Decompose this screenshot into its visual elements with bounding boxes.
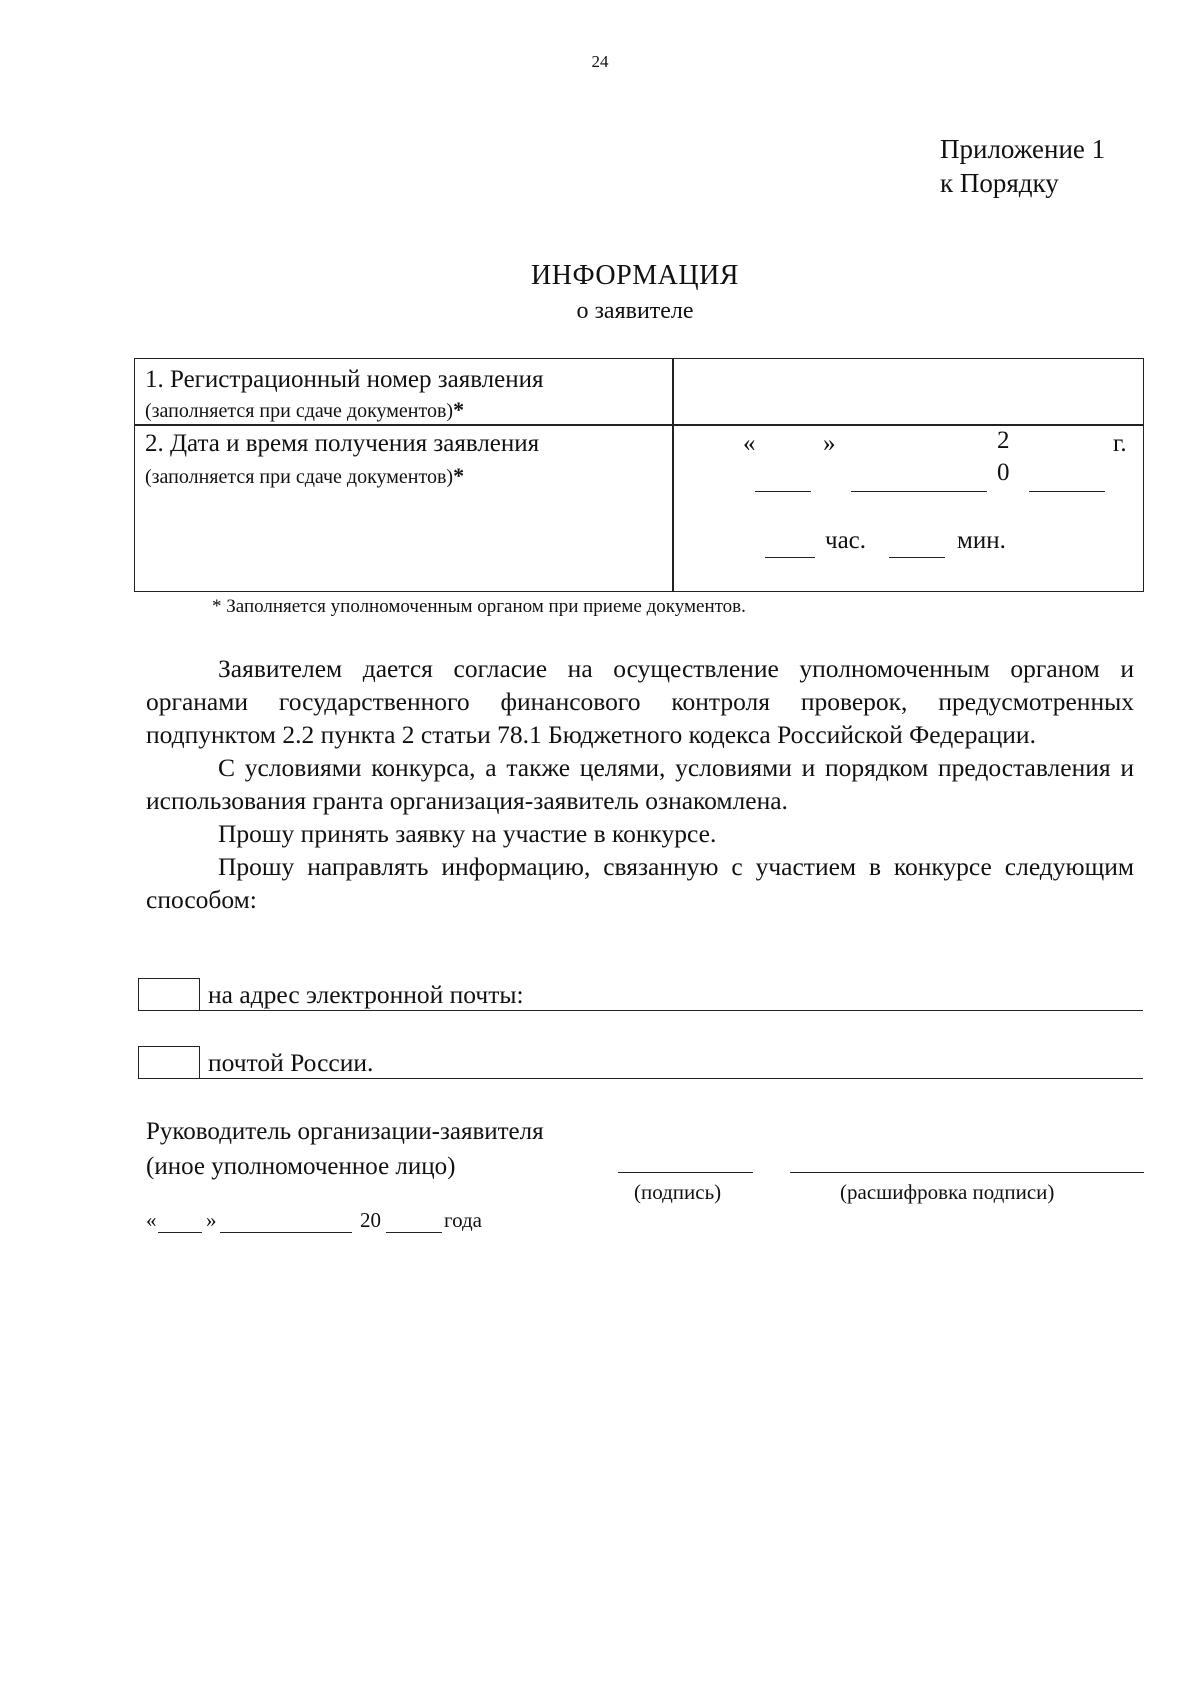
row2-value-cell	[672, 424, 1144, 592]
paragraph-delivery: Прошу направлять информацию, связанную с участием в конкурсе следующим способом:	[146, 852, 1134, 914]
year-suffix: г.	[1113, 430, 1127, 457]
row2-label: 2. Дата и время получения заявления	[145, 430, 540, 457]
post-checkbox[interactable]	[138, 1046, 200, 1079]
sign-year-field[interactable]	[386, 1232, 442, 1233]
post-option-label: почтой России.	[208, 1048, 374, 1077]
sign-year-prefix: 20	[360, 1208, 381, 1232]
row1-star: *	[453, 397, 465, 422]
sign-month-field[interactable]	[220, 1232, 352, 1233]
signatory-subtitle: (иное уполномоченное лицо)	[146, 1153, 456, 1180]
document-subtitle: о заявителе	[576, 298, 694, 324]
sign-year-word: года	[444, 1208, 482, 1232]
signature-decode-field[interactable]	[790, 1172, 1144, 1173]
month-field[interactable]	[851, 491, 987, 492]
email-option-label: на адрес электронной почты:	[208, 980, 524, 1009]
day-field[interactable]	[755, 491, 811, 492]
signatory-title: Руководитель организации-заявителя	[146, 1118, 544, 1145]
email-checkbox[interactable]	[138, 978, 200, 1011]
sign-date-close-quote: »	[206, 1208, 217, 1232]
row2-star: *	[453, 463, 465, 488]
paragraph-conditions: С условиями конкурса, а также целями, условиями и порядком предоставления и использования гранта организация-заявитель ознакомлена.	[146, 753, 1134, 815]
paragraph-request: Прошу принять заявку на участие в конкурсе.	[218, 819, 717, 848]
sign-date-open-quote: «	[146, 1208, 157, 1232]
document-title: ИНФОРМАЦИЯ	[531, 260, 739, 291]
year-digit-0: 0	[997, 459, 1010, 486]
signatory-block	[146, 1114, 544, 1184]
date-open-quote: «	[743, 430, 756, 457]
row2-label-cell	[134, 424, 674, 592]
date-close-quote: »	[823, 430, 836, 457]
appendix-header	[940, 132, 1105, 200]
paragraph-consent: Заявителем дается согласие на осуществление уполномоченным органом и органами государственного финансового контроля проверок, предусмотренных подпунктом 2.2 пункта 2 статьи 78.1 Бюджетного кодекса Российской Федерации.	[146, 654, 1134, 749]
appendix-line-2: к Порядку	[940, 168, 1059, 198]
sign-day-field[interactable]	[158, 1232, 202, 1233]
signature-caption: (подпись)	[634, 1180, 722, 1204]
post-line	[200, 1078, 1143, 1079]
page-number: 24	[591, 52, 609, 71]
decode-caption: (расшифровка подписи)	[840, 1180, 1055, 1204]
minutes-label: мин.	[957, 527, 1006, 554]
email-address-field[interactable]	[200, 1010, 1143, 1011]
row1-label: 1. Регистрационный номер заявления	[145, 366, 544, 393]
signature-field[interactable]	[618, 1172, 753, 1173]
year-digit-2: 2	[997, 427, 1010, 454]
footnote: * Заполняется уполномоченным органом при приеме документов.	[212, 596, 746, 617]
row1-label-cell	[134, 358, 674, 426]
hours-label: час.	[825, 527, 867, 554]
row1-value-cell[interactable]	[672, 358, 1144, 426]
row1-note: (заполняется при сдаче документов)	[145, 400, 454, 422]
appendix-line-1: Приложение 1	[940, 134, 1106, 164]
year-field[interactable]	[1029, 491, 1105, 492]
row2-note: (заполняется при сдаче документов)	[145, 466, 454, 488]
hours-field[interactable]	[765, 557, 815, 558]
consent-text	[146, 652, 1134, 916]
minutes-field[interactable]	[889, 557, 945, 558]
